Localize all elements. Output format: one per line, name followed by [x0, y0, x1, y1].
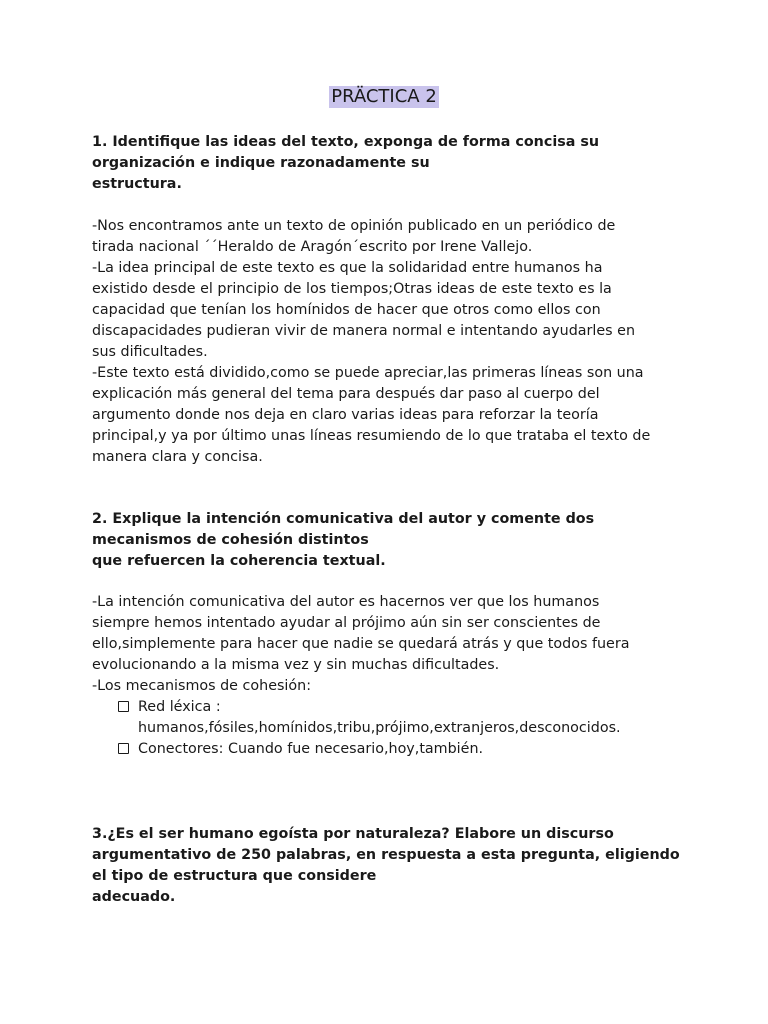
answer-1-line: -Nos encontramos ante un texto de opinión publicado en un periódico de: [92, 218, 616, 234]
question-3-line: argumentativo de 250 palabras, en respuesta a esta pregunta, eligiendo: [92, 847, 680, 863]
answer-1-line: discapacidades pudieran vivir de manera normal e intentando ayudarles en: [92, 323, 636, 339]
answer-1-line: -La idea principal de este texto es que la solidaridad entre humanos ha: [92, 260, 603, 276]
list-item-line: humanos,fósiles,homínidos,tribu,prójimo,extranjeros,desconocidos.: [138, 720, 621, 736]
answer-2: [92, 592, 682, 760]
question-1-line: estructura.: [92, 176, 182, 192]
answer-2-line: ello,simplemente para hacer que nadie se quedará atrás y que todos fuera: [92, 636, 630, 652]
title-container: [0, 86, 768, 108]
answer-1-line: argumento donde nos deja en claro varias ideas para reforzar la teoría: [92, 407, 599, 423]
question-3-text: [92, 824, 682, 908]
question-1-line: 1. Identifique las ideas del texto, exponga de forma concisa su: [92, 134, 600, 150]
answer-2-line: evolucionando a la misma vez y sin muchas dificultades.: [92, 657, 500, 673]
question-1-line: organización e indique razonadamente su: [92, 155, 430, 171]
answer-1-line: -Este texto está dividido,como se puede apreciar,las primeras líneas son una: [92, 365, 644, 381]
question-2-line: 2. Explique la intención comunicativa del autor y comente dos: [92, 511, 595, 527]
answer-2-line: siempre hemos intentado ayudar al prójimo aún sin ser conscientes de: [92, 615, 601, 631]
answer-1-line: sus dificultades.: [92, 344, 208, 360]
question-2-line: que refuercen la coherencia textual.: [92, 553, 386, 569]
list-item: [92, 697, 682, 739]
answer-2-line: -La intención comunicativa del autor es hacernos ver que los humanos: [92, 594, 600, 610]
cohesion-list: [92, 697, 682, 760]
question-1-text: [92, 132, 682, 195]
checkbox-icon: [118, 743, 129, 754]
answer-1-line: capacidad que tenían los homínidos de hacer que otros como ellos con: [92, 302, 601, 318]
answer-1-line: tirada nacional ´´Heraldo de Aragón´escrito por Irene Vallejo.: [92, 239, 533, 255]
answer-1: [92, 216, 682, 468]
question-3-line: adecuado.: [92, 889, 176, 905]
answer-1-line: principal,y ya por último unas líneas resumiendo de lo que trataba el texto de: [92, 428, 651, 444]
list-item-line: Conectores: Cuando fue necesario,hoy,también.: [138, 741, 484, 757]
question-2-line: mecanismos de cohesión distintos: [92, 532, 369, 548]
list-item-line: Red léxica :: [138, 699, 221, 715]
question-2-heading: [92, 509, 682, 572]
question-1-heading: [92, 132, 682, 195]
question-3-line: el tipo de estructura que considere: [92, 868, 377, 884]
list-item: [92, 739, 682, 760]
answer-2-line: -Los mecanismos de cohesión:: [92, 678, 312, 694]
answer-1-line: explicación más general del tema para después dar paso al cuerpo del: [92, 386, 600, 402]
answer-2-text: [92, 592, 682, 697]
question-3-line: 3.¿Es el ser humano egoísta por naturaleza? Elabore un discurso: [92, 826, 614, 842]
page-title: PRÄCTICA 2: [331, 86, 437, 107]
question-3-heading: [92, 824, 682, 908]
checkbox-icon: [118, 701, 129, 712]
answer-1-text: [92, 216, 682, 468]
answer-1-line: existido desde el principio de los tiempos;Otras ideas de este texto es la: [92, 281, 612, 297]
question-2-text: [92, 509, 682, 572]
answer-1-line: manera clara y concisa.: [92, 449, 263, 465]
